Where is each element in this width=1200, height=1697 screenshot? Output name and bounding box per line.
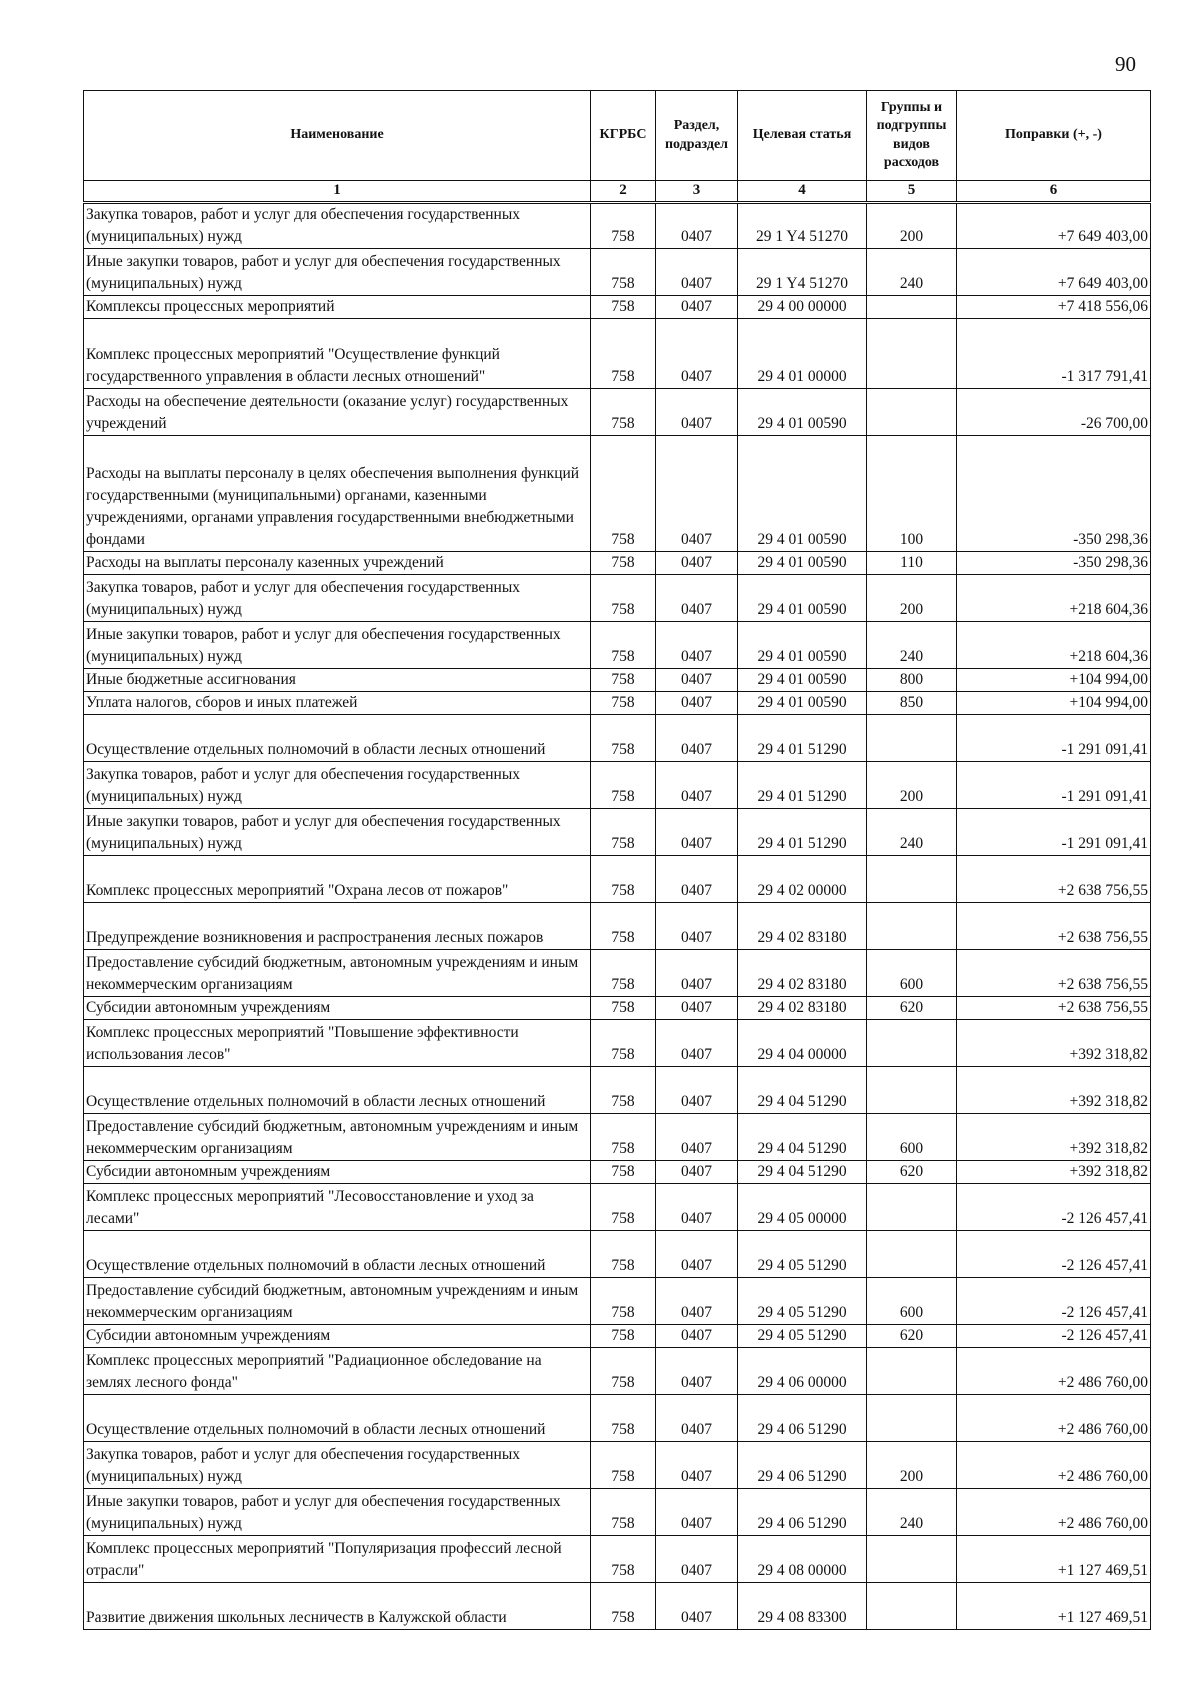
cell-section: 0407	[656, 1583, 738, 1630]
cell-group: 240	[867, 249, 957, 296]
cell-name: Комплекс процессных мероприятий "Осуществление функций государственного управления в области лесных отношений"	[84, 319, 591, 389]
cell-amount: +2 486 760,00	[957, 1489, 1151, 1536]
cell-target: 29 4 06 51290	[738, 1395, 867, 1442]
cell-section: 0407	[656, 715, 738, 762]
cell-group: 200	[867, 575, 957, 622]
cell-group: 110	[867, 552, 957, 575]
header-kgrbs: КГРБС	[591, 91, 656, 181]
cell-amount: -2 126 457,41	[957, 1184, 1151, 1231]
cell-amount: -2 126 457,41	[957, 1231, 1151, 1278]
table-row	[84, 1067, 1151, 1114]
cell-amount: +2 486 760,00	[957, 1442, 1151, 1489]
cell-name: Закупка товаров, работ и услуг для обеспечения государственных (муниципальных) нужд	[84, 1442, 591, 1489]
cell-kgrbs: 758	[591, 715, 656, 762]
cell-section: 0407	[656, 692, 738, 715]
table-row	[84, 1489, 1151, 1536]
cell-target: 29 4 01 00590	[738, 692, 867, 715]
cell-group: 100	[867, 436, 957, 552]
cell-kgrbs: 758	[591, 249, 656, 296]
cell-section: 0407	[656, 903, 738, 950]
cell-name: Комплексы процессных мероприятий	[84, 296, 591, 319]
cell-amount: -26 700,00	[957, 389, 1151, 436]
cell-target: 29 4 00 00000	[738, 296, 867, 319]
cell-amount: +218 604,36	[957, 622, 1151, 669]
cell-target: 29 4 01 00590	[738, 622, 867, 669]
cell-group: 240	[867, 622, 957, 669]
cell-section: 0407	[656, 436, 738, 552]
cell-name: Развитие движения школьных лесничеств в Калужской области	[84, 1583, 591, 1630]
cell-kgrbs: 758	[591, 436, 656, 552]
cell-target: 29 4 01 51290	[738, 715, 867, 762]
cell-kgrbs: 758	[591, 903, 656, 950]
cell-group	[867, 296, 957, 319]
cell-target: 29 4 01 00590	[738, 436, 867, 552]
cell-target: 29 4 06 00000	[738, 1348, 867, 1395]
cell-target: 29 4 01 00590	[738, 552, 867, 575]
cell-kgrbs: 758	[591, 575, 656, 622]
cell-target: 29 4 02 83180	[738, 903, 867, 950]
cell-group	[867, 1395, 957, 1442]
column-number: 4	[738, 181, 867, 203]
cell-name: Уплата налогов, сборов и иных платежей	[84, 692, 591, 715]
cell-amount: +392 318,82	[957, 1161, 1151, 1184]
cell-section: 0407	[656, 1231, 738, 1278]
cell-amount: +7 649 403,00	[957, 203, 1151, 249]
cell-group: 850	[867, 692, 957, 715]
cell-amount: +1 127 469,51	[957, 1583, 1151, 1630]
table-row	[84, 903, 1151, 950]
cell-amount: +392 318,82	[957, 1114, 1151, 1161]
cell-target: 29 4 02 83180	[738, 950, 867, 997]
cell-kgrbs: 758	[591, 552, 656, 575]
table-row	[84, 1184, 1151, 1231]
table-row	[84, 622, 1151, 669]
table-row	[84, 809, 1151, 856]
cell-kgrbs: 758	[591, 997, 656, 1020]
cell-amount: +2 486 760,00	[957, 1348, 1151, 1395]
cell-name: Осуществление отдельных полномочий в области лесных отношений	[84, 1067, 591, 1114]
table-row	[84, 997, 1151, 1020]
cell-target: 29 4 01 00590	[738, 575, 867, 622]
cell-target: 29 4 01 51290	[738, 809, 867, 856]
column-number-row	[84, 181, 1151, 203]
cell-target: 29 4 04 51290	[738, 1161, 867, 1184]
cell-amount: +392 318,82	[957, 1020, 1151, 1067]
cell-section: 0407	[656, 1161, 738, 1184]
cell-kgrbs: 758	[591, 1442, 656, 1489]
cell-name: Закупка товаров, работ и услуг для обеспечения государственных (муниципальных) нужд	[84, 762, 591, 809]
cell-section: 0407	[656, 809, 738, 856]
cell-name: Комплекс процессных мероприятий "Популяризация профессий лесной отрасли"	[84, 1536, 591, 1583]
cell-section: 0407	[656, 575, 738, 622]
cell-group	[867, 903, 957, 950]
cell-group: 620	[867, 1325, 957, 1348]
cell-group	[867, 856, 957, 903]
cell-name: Осуществление отдельных полномочий в области лесных отношений	[84, 715, 591, 762]
cell-kgrbs: 758	[591, 1067, 656, 1114]
cell-target: 29 4 05 00000	[738, 1184, 867, 1231]
cell-amount: +104 994,00	[957, 692, 1151, 715]
table-row	[84, 1325, 1151, 1348]
cell-amount: -1 291 091,41	[957, 809, 1151, 856]
cell-kgrbs: 758	[591, 1020, 656, 1067]
cell-kgrbs: 758	[591, 1184, 656, 1231]
column-number: 6	[957, 181, 1151, 203]
cell-name: Закупка товаров, работ и услуг для обеспечения государственных (муниципальных) нужд	[84, 575, 591, 622]
cell-name: Иные закупки товаров, работ и услуг для обеспечения государственных (муниципальных) нужд	[84, 622, 591, 669]
cell-group: 620	[867, 1161, 957, 1184]
table-row	[84, 1020, 1151, 1067]
cell-name: Осуществление отдельных полномочий в области лесных отношений	[84, 1395, 591, 1442]
cell-group: 200	[867, 203, 957, 249]
cell-name: Предоставление субсидий бюджетным, автономным учреждениям и иным некоммерческим организациям	[84, 1278, 591, 1325]
cell-amount: -350 298,36	[957, 436, 1151, 552]
cell-group	[867, 1583, 957, 1630]
cell-group	[867, 1536, 957, 1583]
cell-kgrbs: 758	[591, 1489, 656, 1536]
cell-amount: +2 638 756,55	[957, 950, 1151, 997]
cell-section: 0407	[656, 997, 738, 1020]
table-row	[84, 249, 1151, 296]
cell-kgrbs: 758	[591, 622, 656, 669]
table-row	[84, 319, 1151, 389]
cell-name: Комплекс процессных мероприятий "Радиационное обследование на землях лесного фонда"	[84, 1348, 591, 1395]
table-row	[84, 1442, 1151, 1489]
table-row	[84, 1583, 1151, 1630]
cell-target: 29 4 02 83180	[738, 997, 867, 1020]
cell-target: 29 4 06 51290	[738, 1489, 867, 1536]
cell-name: Комплекс процессных мероприятий "Повышение эффективности использования лесов"	[84, 1020, 591, 1067]
cell-section: 0407	[656, 856, 738, 903]
cell-amount: +2 638 756,55	[957, 856, 1151, 903]
cell-amount: +7 649 403,00	[957, 249, 1151, 296]
header-amount: Поправки (+, -)	[957, 91, 1151, 181]
cell-section: 0407	[656, 1442, 738, 1489]
cell-name: Расходы на обеспечение деятельности (оказание услуг) государственных учреждений	[84, 389, 591, 436]
cell-section: 0407	[656, 1278, 738, 1325]
cell-kgrbs: 758	[591, 296, 656, 319]
cell-amount: -350 298,36	[957, 552, 1151, 575]
cell-group	[867, 1184, 957, 1231]
cell-amount: -2 126 457,41	[957, 1325, 1151, 1348]
cell-target: 29 4 04 00000	[738, 1020, 867, 1067]
cell-section: 0407	[656, 296, 738, 319]
cell-amount: +2 638 756,55	[957, 997, 1151, 1020]
cell-target: 29 4 02 00000	[738, 856, 867, 903]
cell-kgrbs: 758	[591, 809, 656, 856]
header-target: Целевая статья	[738, 91, 867, 181]
cell-group: 240	[867, 809, 957, 856]
cell-kgrbs: 758	[591, 1536, 656, 1583]
table-row	[84, 1348, 1151, 1395]
budget-table	[83, 90, 1151, 1630]
cell-name: Комплекс процессных мероприятий "Охрана лесов от пожаров"	[84, 856, 591, 903]
cell-target: 29 4 08 83300	[738, 1583, 867, 1630]
cell-section: 0407	[656, 1395, 738, 1442]
cell-group	[867, 319, 957, 389]
cell-kgrbs: 758	[591, 669, 656, 692]
cell-section: 0407	[656, 1489, 738, 1536]
table-header-row	[84, 91, 1151, 181]
cell-name: Предоставление субсидий бюджетным, автономным учреждениям и иным некоммерческим организациям	[84, 950, 591, 997]
cell-kgrbs: 758	[591, 762, 656, 809]
cell-kgrbs: 758	[591, 950, 656, 997]
cell-amount: -2 126 457,41	[957, 1278, 1151, 1325]
cell-kgrbs: 758	[591, 389, 656, 436]
cell-kgrbs: 758	[591, 1395, 656, 1442]
cell-amount: +2 638 756,55	[957, 903, 1151, 950]
cell-group	[867, 1067, 957, 1114]
table-row	[84, 1114, 1151, 1161]
cell-name: Иные бюджетные ассигнования	[84, 669, 591, 692]
table-row	[84, 575, 1151, 622]
cell-name: Расходы на выплаты персоналу в целях обеспечения выполнения функций государственными (муниципальными) органами, казенными учреждениями, органами управления государственными внебюджетными фондами	[84, 436, 591, 552]
cell-target: 29 1 Y4 51270	[738, 203, 867, 249]
table-row	[84, 715, 1151, 762]
cell-group: 240	[867, 1489, 957, 1536]
column-number: 5	[867, 181, 957, 203]
cell-kgrbs: 758	[591, 1278, 656, 1325]
column-number: 2	[591, 181, 656, 203]
cell-section: 0407	[656, 1536, 738, 1583]
cell-section: 0407	[656, 622, 738, 669]
page-number: 90	[1115, 52, 1136, 76]
cell-amount: -1 291 091,41	[957, 715, 1151, 762]
cell-group	[867, 1348, 957, 1395]
cell-name: Иные закупки товаров, работ и услуг для обеспечения государственных (муниципальных) нужд	[84, 809, 591, 856]
cell-section: 0407	[656, 203, 738, 249]
table-row	[84, 436, 1151, 552]
table-row	[84, 1395, 1151, 1442]
cell-target: 29 4 05 51290	[738, 1325, 867, 1348]
table-row	[84, 1161, 1151, 1184]
cell-group: 600	[867, 1114, 957, 1161]
cell-amount: +218 604,36	[957, 575, 1151, 622]
header-section: Раздел, подраздел	[656, 91, 738, 181]
cell-name: Субсидии автономным учреждениям	[84, 1161, 591, 1184]
cell-target: 29 4 01 00590	[738, 389, 867, 436]
cell-group: 800	[867, 669, 957, 692]
table-row	[84, 1536, 1151, 1583]
cell-section: 0407	[656, 1325, 738, 1348]
cell-amount: +392 318,82	[957, 1067, 1151, 1114]
cell-group: 620	[867, 997, 957, 1020]
cell-name: Предупреждение возникновения и распространения лесных пожаров	[84, 903, 591, 950]
cell-amount: +104 994,00	[957, 669, 1151, 692]
cell-name: Иные закупки товаров, работ и услуг для обеспечения государственных (муниципальных) нужд	[84, 249, 591, 296]
cell-amount: -1 291 091,41	[957, 762, 1151, 809]
table-row	[84, 1231, 1151, 1278]
cell-kgrbs: 758	[591, 1114, 656, 1161]
cell-name: Иные закупки товаров, работ и услуг для обеспечения государственных (муниципальных) нужд	[84, 1489, 591, 1536]
cell-name: Субсидии автономным учреждениям	[84, 1325, 591, 1348]
table-row	[84, 203, 1151, 249]
cell-target: 29 4 01 00000	[738, 319, 867, 389]
cell-group	[867, 715, 957, 762]
cell-target: 29 4 08 00000	[738, 1536, 867, 1583]
cell-group	[867, 389, 957, 436]
cell-kgrbs: 758	[591, 319, 656, 389]
cell-name: Комплекс процессных мероприятий "Лесовосстановление и уход за лесами"	[84, 1184, 591, 1231]
cell-group	[867, 1231, 957, 1278]
cell-target: 29 1 Y4 51270	[738, 249, 867, 296]
cell-name: Осуществление отдельных полномочий в области лесных отношений	[84, 1231, 591, 1278]
cell-group: 600	[867, 1278, 957, 1325]
cell-name: Расходы на выплаты персоналу казенных учреждений	[84, 552, 591, 575]
column-number: 3	[656, 181, 738, 203]
cell-section: 0407	[656, 249, 738, 296]
cell-group: 200	[867, 1442, 957, 1489]
cell-section: 0407	[656, 389, 738, 436]
cell-target: 29 4 06 51290	[738, 1442, 867, 1489]
cell-kgrbs: 758	[591, 203, 656, 249]
cell-kgrbs: 758	[591, 1325, 656, 1348]
cell-amount: +7 418 556,06	[957, 296, 1151, 319]
table-row	[84, 669, 1151, 692]
cell-kgrbs: 758	[591, 1231, 656, 1278]
cell-section: 0407	[656, 1114, 738, 1161]
cell-kgrbs: 758	[591, 1583, 656, 1630]
cell-name: Субсидии автономным учреждениям	[84, 997, 591, 1020]
cell-name: Закупка товаров, работ и услуг для обеспечения государственных (муниципальных) нужд	[84, 203, 591, 249]
cell-section: 0407	[656, 1067, 738, 1114]
cell-group: 600	[867, 950, 957, 997]
table-row	[84, 552, 1151, 575]
cell-amount: -1 317 791,41	[957, 319, 1151, 389]
table-body	[84, 203, 1151, 1630]
cell-section: 0407	[656, 552, 738, 575]
cell-group: 200	[867, 762, 957, 809]
table-row	[84, 762, 1151, 809]
cell-section: 0407	[656, 1020, 738, 1067]
cell-amount: +2 486 760,00	[957, 1395, 1151, 1442]
table-row	[84, 389, 1151, 436]
cell-name: Предоставление субсидий бюджетным, автономным учреждениям и иным некоммерческим организациям	[84, 1114, 591, 1161]
cell-kgrbs: 758	[591, 692, 656, 715]
cell-section: 0407	[656, 1184, 738, 1231]
cell-target: 29 4 05 51290	[738, 1278, 867, 1325]
cell-section: 0407	[656, 1348, 738, 1395]
cell-amount: +1 127 469,51	[957, 1536, 1151, 1583]
table-row	[84, 1278, 1151, 1325]
cell-target: 29 4 05 51290	[738, 1231, 867, 1278]
header-groups: Группы и подгруппы видов расходов	[867, 91, 957, 181]
header-name: Наименование	[84, 91, 591, 181]
table-row	[84, 950, 1151, 997]
cell-target: 29 4 04 51290	[738, 1114, 867, 1161]
cell-target: 29 4 01 51290	[738, 762, 867, 809]
column-number: 1	[84, 181, 591, 203]
cell-section: 0407	[656, 950, 738, 997]
table-row	[84, 296, 1151, 319]
table-row	[84, 856, 1151, 903]
cell-target: 29 4 04 51290	[738, 1067, 867, 1114]
cell-kgrbs: 758	[591, 1348, 656, 1395]
cell-section: 0407	[656, 762, 738, 809]
cell-kgrbs: 758	[591, 856, 656, 903]
cell-group	[867, 1020, 957, 1067]
table-row	[84, 692, 1151, 715]
cell-kgrbs: 758	[591, 1161, 656, 1184]
cell-target: 29 4 01 00590	[738, 669, 867, 692]
cell-section: 0407	[656, 319, 738, 389]
cell-section: 0407	[656, 669, 738, 692]
